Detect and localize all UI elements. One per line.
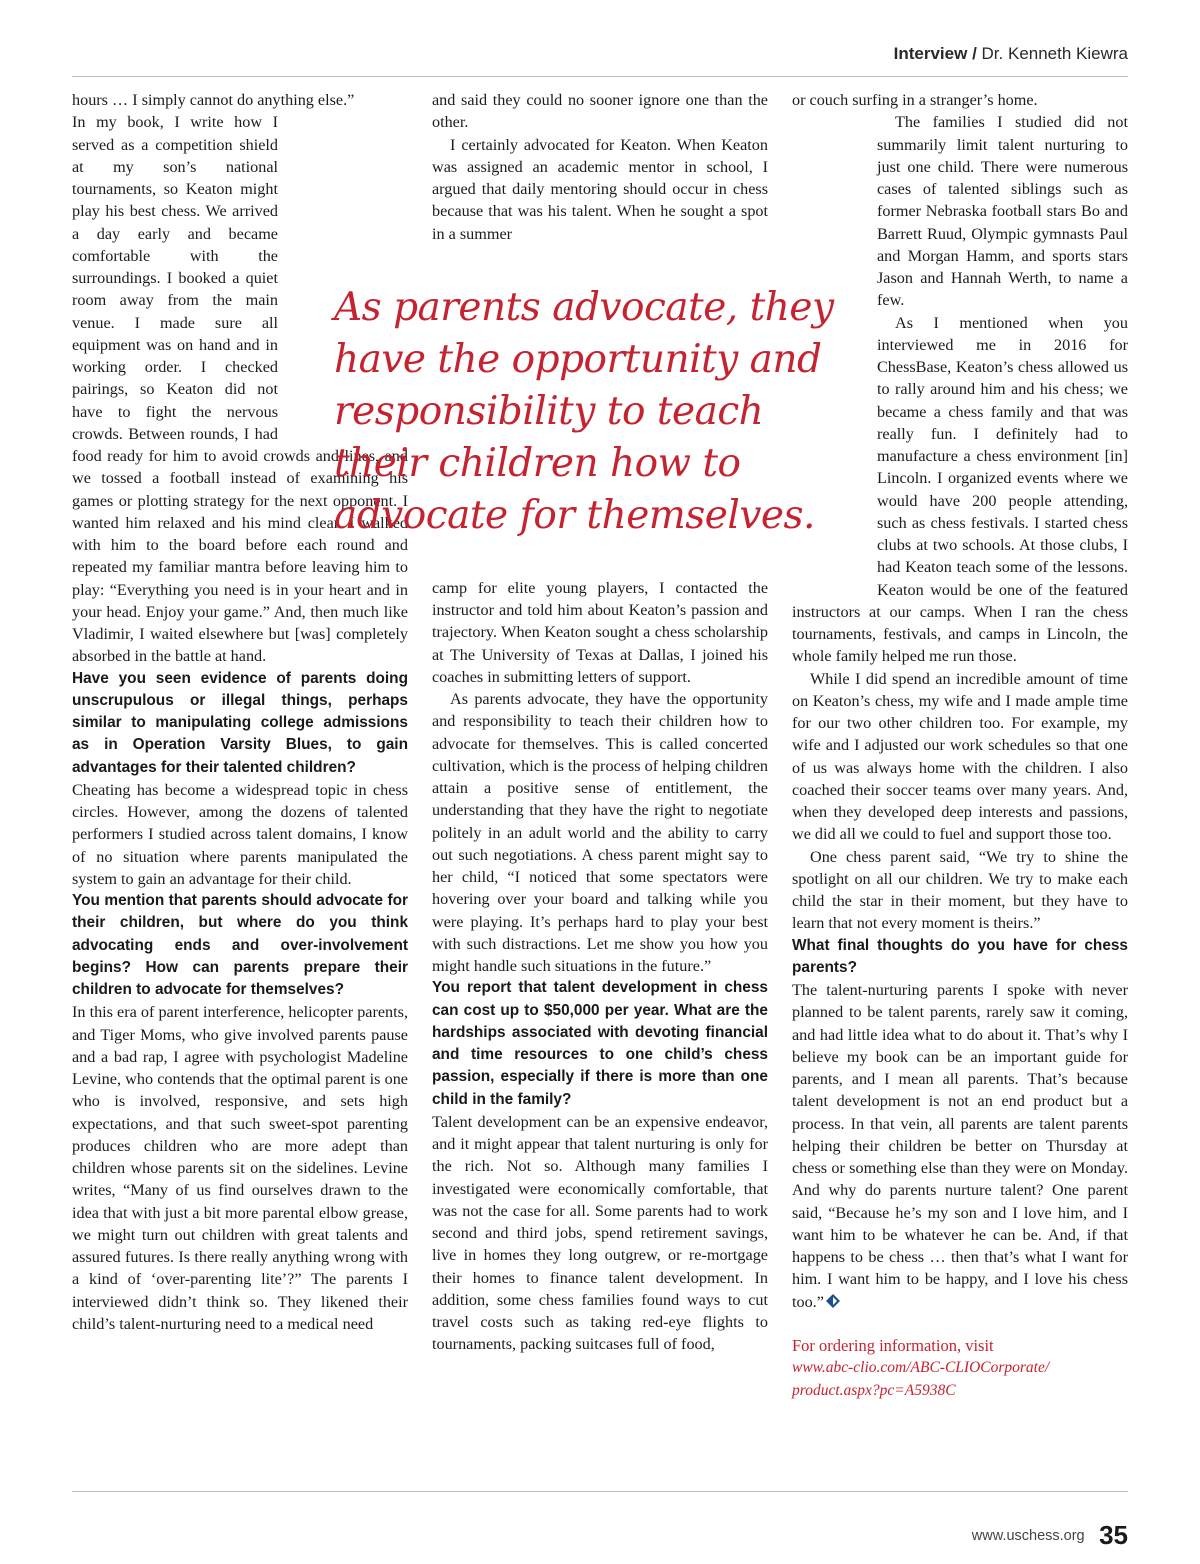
ordering-url-line-1[interactable]: www.abc-clio.com/ABC-CLIOCorporate/ [792, 1359, 1050, 1377]
paragraph: As parents advocate, they have the opportunity and responsibility to teach their children how to advocate for themselves. This is called concerted cultivation, which is the process of helping children attain a positive sense of entitlement, the understanding that they have the right to negotiate politely in an adult world and the ability to carry out such negotiations. A chess parent might say to her child, “I noticed that some spectators were hovering over your board and talking while you were playing. It’s perhaps hard to play your best with such distractions. Let me show you how you might handle such situations in the future.” [432, 690, 768, 975]
answer-text: The talent-nurturing parents I spoke with never planned to be talent parents, rarely saw it coming, and had little idea what to do about it. That’s why I believe my book can be an important guide for parents, and I mean all parents. That’s because talent development is not an end product but a process. In that vein, all parents are talent parents helping their children be better on Thursday at chess or something else than they were on Monday. And why do parents nurture talent? One parent said, “Because he’s my son and I love him, and I want him to be whatever he can be. And, if that happens to be chess … then that’s what I want for him. I want him to be happy, and I love his chess too.” [792, 981, 1128, 1311]
section-label: Interview [893, 44, 968, 63]
ordering-info [792, 1335, 1128, 1402]
answer-paragraph [792, 979, 1128, 1313]
running-head [894, 44, 1128, 64]
ordering-lead: For ordering information, visit [792, 1336, 994, 1355]
answer-paragraph: In this era of parent interference, helicopter parents, and Tiger Moms, who give involved parents pause and a bad rap, I agree with psychologist Madeline Levine, who contends that the optimal parent is one who is involved, responsive, and sets high expectations, and that such sweet-spot parenting produces children who are more adept than children whose parents sit on the sidelines. Levine writes, “Many of us find ourselves drawn to the idea that with just a bit more parental elbow grease, we might turn out children with great talents and assured futures. Is there really anything wrong with a kind of ‘over-parenting lite’?” The parents I interviewed didn’t think so. They likened their child’s talent-nurturing need to a medical need [72, 1003, 408, 1333]
paragraph: As I mentioned when you interviewed me in 2016 for ChessBase, Keaton’s chess allowed us to rally around him and his chess; we became a chess family and that was really fun. I definitely had to manufacture a chess environment [in] Lincoln. I organized events where we would have 200 people attending, such as chess festivals. I started chess clubs at two schools. At those clubs, I had Keaton teach some of the lessons. Keaton would be one of the featured instructors at our camps. When I ran the chess tournaments, festivals, and camps in Lincoln, the whole family helped me run those. [792, 313, 1128, 666]
answer-paragraph: Talent development can be an expensive endeavor, and it might appear that talent nurturing is only for the rich. Not so. Although many families I investigated were economically comfortable, that was not the case for all. Some parents had to work second and third jobs, spend retirement savings, live in homes they long outgrew, or re-mortgage their homes to finance talent development. In addition, some chess families found ways to cut travel costs such as taking red-eye flights to tournaments, packing suitcases full of food, [432, 1112, 768, 1354]
paragraph: and said they could no sooner ignore one than the other. [432, 91, 768, 132]
footer-website[interactable]: www.uschess.org [971, 1528, 1085, 1544]
interview-question: You mention that parents should advocate for their children, but where do you think advocating ends and over-involvement begins? How can parents prepare their children to advocate for themselves? [72, 892, 408, 998]
paragraph: The families I studied did not summarily limit talent nurturing to just one child. There were numerous cases of talented siblings such as former Nebraska football stars Bo and Barrett Ruud, Olympic gymnasts Paul and Morgan Hamm, and sports stars Jason and Hannah Werth, to name a few. [877, 113, 1128, 310]
footer-rule [72, 1491, 1128, 1492]
paragraph: While I did spend an incredible amount of time on Keaton’s chess, my wife and I made ample time for our two other children too. For example, my wife and I adjusted our work schedules so that one of us was always home with the children. I also coached their soccer teams over many years. And, when they developed deep interests and passions, we did all we could to fuel and support those too. [792, 669, 1128, 844]
column-2 [432, 89, 768, 1356]
page-footer [972, 1520, 1128, 1551]
page-number: 35 [1099, 1520, 1128, 1550]
paragraph-text: In my book, I write how I served as a competition shield at my son’s national tournaments, so Keaton might play his best chess. We arrived a day early and became comfortable with the surroundings. I booked a quiet room away from the main venue. I made sure all equipment was on hand and in working order. I checked pairings, so Keaton did not have to fight the nervous crowds. Between rounds, I had food ready for him to avoid crowds and lines, and we tossed a football instead of examining his games or plotting strategy for the next opponent. I wanted him relaxed and his mind clear. I walked with him to the board before each round and repeated my familiar mantra before leaving him to play: “Everything you need is in your heart and in your head. Enjoy your game.” And, then much like Vladimir, I waited elsewhere but [was] completely absorbed in the battle at hand. [72, 113, 408, 666]
paragraph: One chess parent said, “We try to shine the spotlight on all our children. We try to make each child the star in their moment, but they have to learn that not every moment is theirs.” [792, 847, 1128, 933]
paragraph: hours … I simply cannot do anything else.” [72, 91, 355, 109]
uschess-end-mark-icon [826, 1294, 840, 1308]
answer-paragraph: Cheating has become a widespread topic in chess circles. However, among the dozens of talented performers I studied across talent domains, I know of no situation where parents manipulated the system to gain an advantage for their child. [72, 780, 408, 888]
interview-question: What final thoughts do you have for chess parents? [792, 936, 1128, 976]
ordering-url-line-2[interactable]: product.aspx?pc=A5938C [792, 1381, 956, 1399]
paragraph: camp for elite young players, I contacted the instructor and told him about Keaton’s passion and trajectory. When Keaton sought a chess scholarship at The University of Texas at Dallas, I joined his coaches in submitting letters of support. [432, 578, 768, 686]
interview-question: Have you seen evidence of parents doing unscrupulous or illegal things, perhaps similar to manipulating college admissions as in Operation Varsity Blues, to gain advantages for their talented children? [72, 669, 408, 776]
header-separator: / [972, 44, 977, 63]
column-1 [72, 89, 408, 1335]
paragraph: I certainly advocated for Keaton. When Keaton was assigned an academic mentor in school, I argued that daily mentoring should occur in chess because that was his talent. When he sought a spot in a summer [432, 135, 768, 243]
paragraph: or couch surfing in a stranger’s home. [792, 91, 1038, 109]
pull-quote: As parents advocate, they have the opportunity and responsibility to teach their children how to advocate for themselves. [334, 285, 834, 538]
interview-subject: Dr. Kenneth Kiewra [981, 44, 1128, 63]
interview-question: You report that talent development in chess can cost up to $50,000 per year. What are the hardships associated with devoting financial and time resources to one child’s chess passion, especially if there is more than one child in the family? [432, 979, 768, 1108]
header-rule [72, 76, 1128, 77]
